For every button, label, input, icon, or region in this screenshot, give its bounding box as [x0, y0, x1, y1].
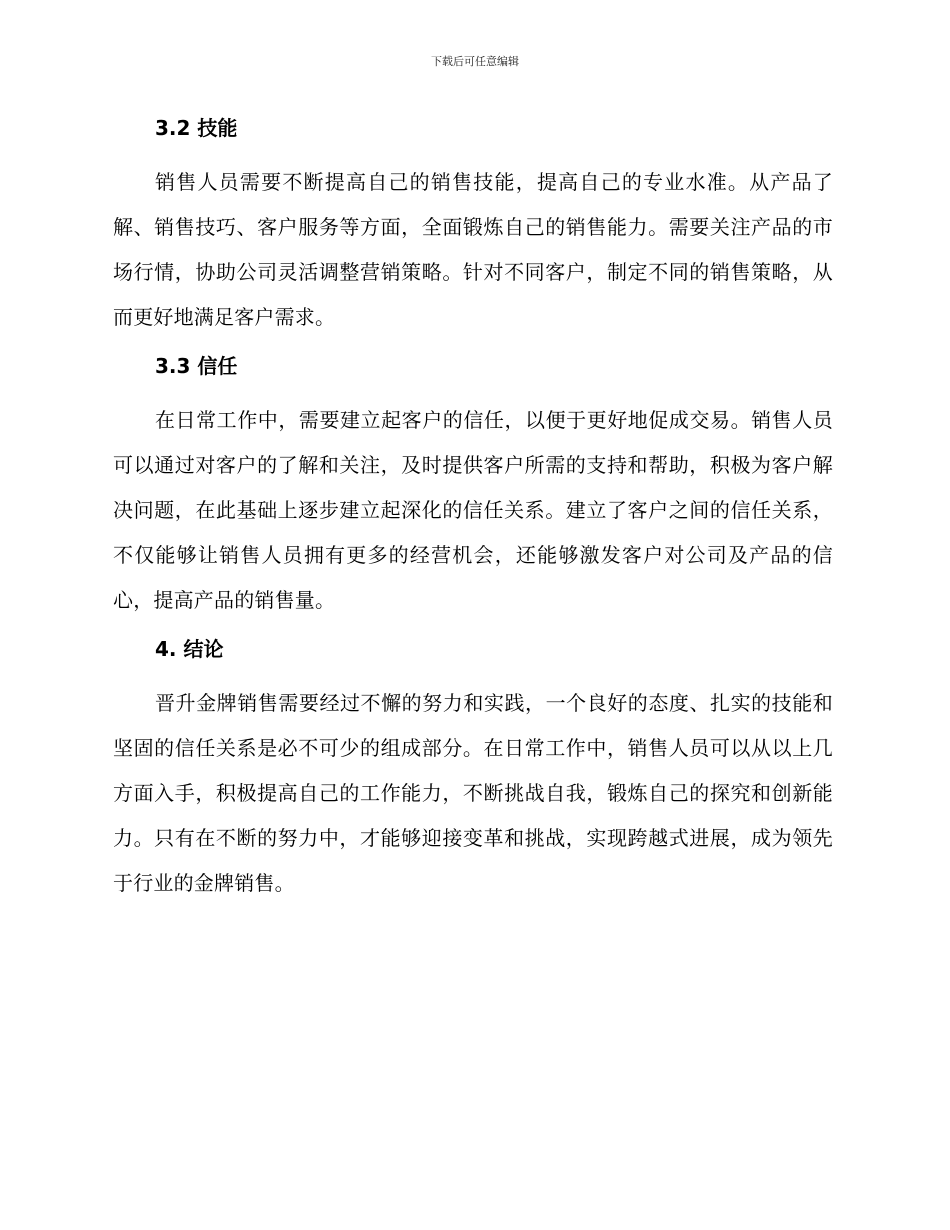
section-paragraph: 晋升金牌销售需要经过不懈的努力和实践，一个良好的态度、扎实的技能和坚固的信任关系是必不可少的组成部分。在日常工作中，销售人员可以从以上几方面入手，积极提高自己的工作能力，不断挑战自我，锻炼自己的探究和创新能力。只有在不断的努力中，才能够迎接变革和挑战，实现跨越式进展，成为领先于行业的金牌销售。 [113, 691, 833, 895]
section-conclusion [113, 631, 833, 906]
page-header: 下载后可任意编辑 [431, 55, 519, 68]
section-heading: 3.2 技能 [155, 116, 238, 140]
document-body [113, 110, 833, 914]
section-heading: 3.3 信任 [155, 354, 238, 378]
section-heading: 4. 结论 [155, 637, 224, 661]
section-paragraph: 销售人员需要不断提高自己的销售技能，提高自己的专业水准。从产品了解、销售技巧、客户服务等方面，全面锻炼自己的销售能力。需要关注产品的市场行情，协助公司灵活调整营销策略。针对不同客户，制定不同的销售策略，从而更好地满足客户需求。 [113, 170, 833, 329]
section-skills [113, 110, 833, 340]
section-paragraph: 在日常工作中，需要建立起客户的信任，以便于更好地促成交易。销售人员可以通过对客户的了解和关注，及时提供客户所需的支持和帮助，积极为客户解决问题，在此基础上逐步建立起深化的信任关系。建立了客户之间的信任关系，不仅能够让销售人员拥有更多的经营机会，还能够激发客户对公司及产品的信心，提高产品的销售量。 [113, 408, 833, 612]
section-trust [113, 348, 833, 623]
